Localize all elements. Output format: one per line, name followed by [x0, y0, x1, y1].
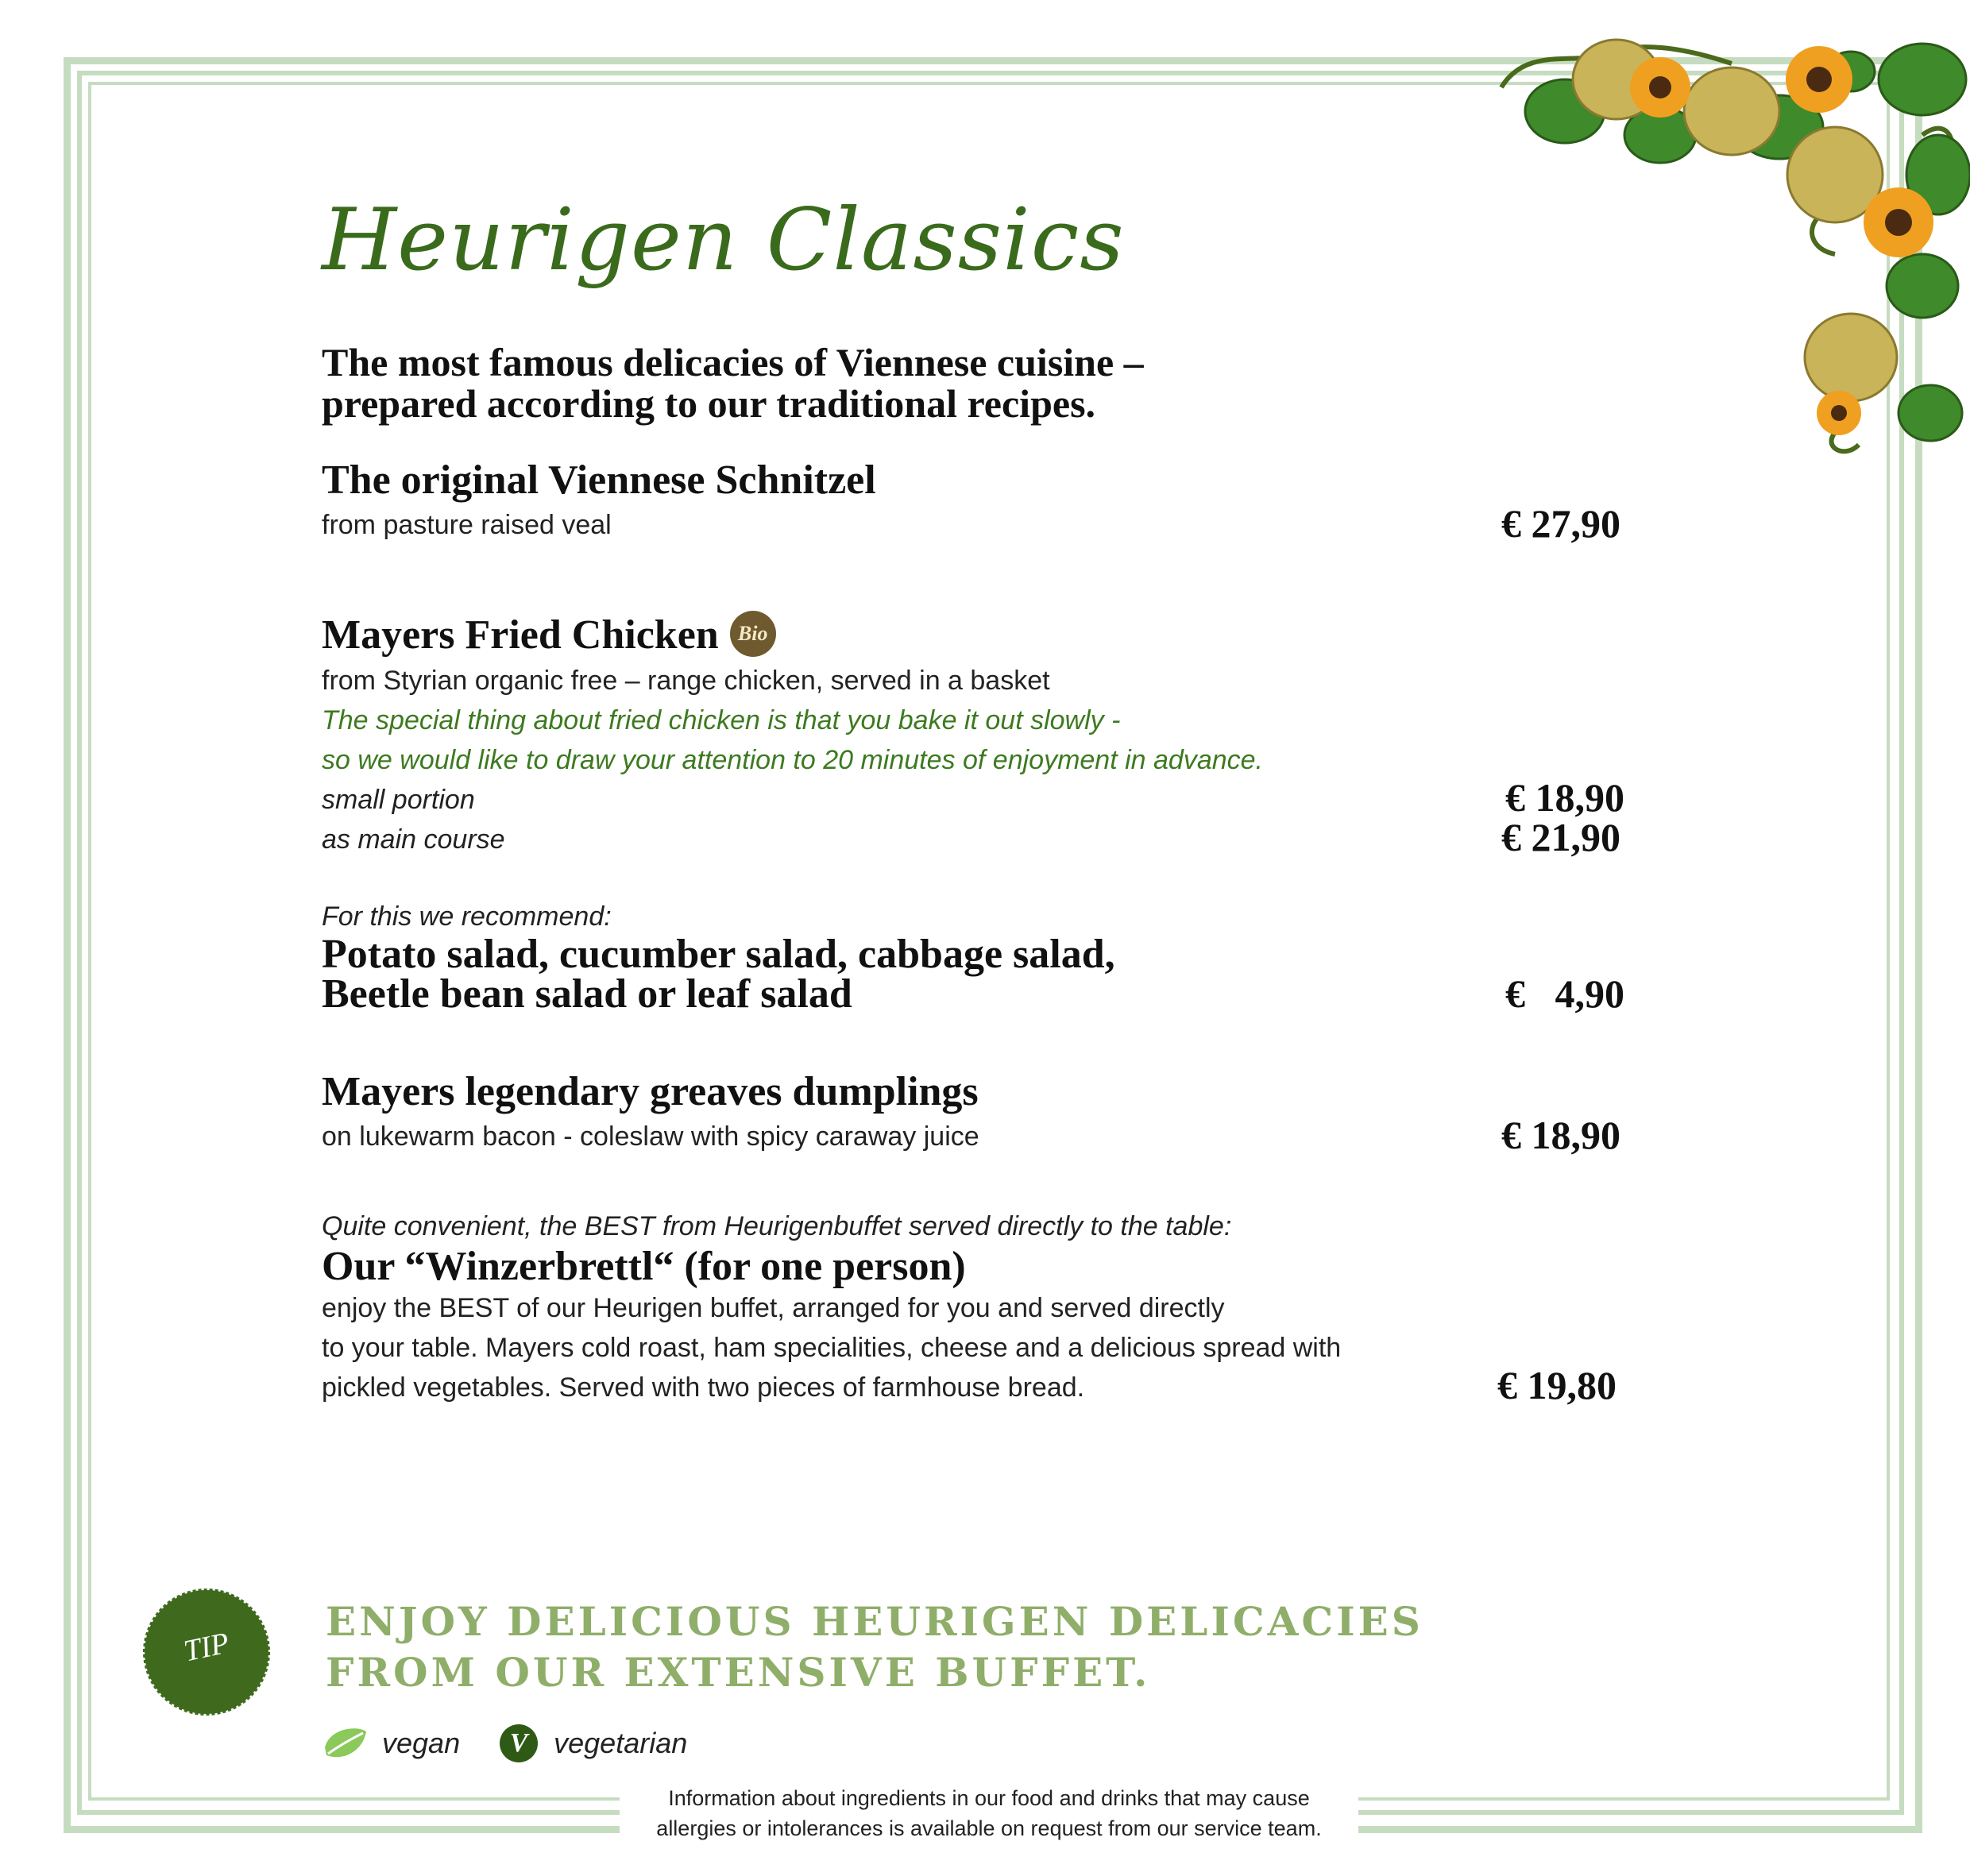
dish-note-line1: The special thing about fried chicken is that you bake it out slowly -: [322, 705, 1121, 735]
price-dumplings: € 18,90: [1501, 1113, 1620, 1157]
bio-badge: Bio: [730, 611, 776, 657]
dish-name-schnitzel: The original Viennese Schnitzel: [322, 457, 876, 503]
dish-name-fried-chicken-text: Mayers Fried Chicken: [322, 612, 719, 658]
allergy-note-line2: allergies or intolerances is available on request from our service team.: [656, 1816, 1322, 1840]
dish-desc-schnitzel: from pasture raised veal: [322, 510, 612, 540]
dish-name-dumplings: Mayers legendary greaves dumplings: [322, 1069, 979, 1114]
price-schnitzel: € 27,90: [1501, 501, 1620, 546]
price-main-course: € 21,90: [1501, 815, 1620, 859]
dish-name-fried-chicken: [322, 612, 776, 662]
salad-line2: Beetle bean salad or leaf salad: [322, 971, 852, 1017]
allergy-note: [620, 1783, 1358, 1843]
dish-desc-fried-chicken: from Styrian organic free – range chicken, served in a basket: [322, 666, 1050, 696]
winzerbrettl-desc-line2: to your table. Mayers cold roast, ham specialities, cheese and a delicious spread with: [322, 1333, 1342, 1363]
allergy-note-line1: Information about ingredients in our food and drinks that may cause: [668, 1786, 1310, 1810]
intro-text: [322, 342, 1196, 424]
dish-note-line2: so we would like to draw your attention to 20 minutes of enjoyment in advance.: [322, 745, 1264, 775]
price-small-portion: € 18,90: [1505, 775, 1624, 820]
recommend-lead: For this we recommend:: [322, 901, 612, 932]
tip-text: [326, 1596, 1423, 1698]
tip-line2: FROM OUR EXTENSIVE BUFFET.: [326, 1649, 1151, 1696]
page-title: Heurigen Classics: [322, 191, 1125, 290]
dish-name-winzerbrettl: Our “Winzerbrettl“ (for one person): [322, 1244, 966, 1289]
tip-badge-label: TIP: [180, 1626, 233, 1669]
portion-label-small: small portion: [322, 785, 475, 815]
vegetarian-mark: V: [500, 1724, 538, 1762]
winzerbrettl-desc-line3: pickled vegetables. Served with two pieces of farmhouse bread.: [322, 1372, 1085, 1403]
vegetarian-label: vegetarian: [554, 1727, 688, 1759]
pumpkin-sunflower-corner-decoration: [1478, 16, 1970, 461]
winzerbrettl-desc-line1: enjoy the BEST of our Heurigen buffet, arranged for you and served directly: [322, 1293, 1225, 1323]
salad-line1: Potato salad, cucumber salad, cabbage salad,: [322, 932, 1115, 977]
vegan-label: vegan: [382, 1727, 461, 1759]
leaf-icon: [322, 1724, 369, 1763]
price-salad: € 4,90: [1505, 971, 1624, 1016]
price-winzerbrettl: € 19,80: [1497, 1363, 1617, 1407]
diet-legend: [322, 1724, 687, 1763]
dish-desc-dumplings: on lukewarm bacon - coleslaw with spicy caraway juice: [322, 1121, 979, 1152]
portion-label-main: as main course: [322, 824, 505, 855]
winzerbrettl-lead: Quite convenient, the BEST from Heurigenbuffet served directly to the table:: [322, 1211, 1232, 1241]
tip-line1: ENJOY DELICIOUS HEURIGEN DELICACIES: [326, 1598, 1423, 1645]
intro-line: The most famous delicacies of Viennese cuisine – prepared according to our traditional recipes.: [322, 340, 1144, 426]
